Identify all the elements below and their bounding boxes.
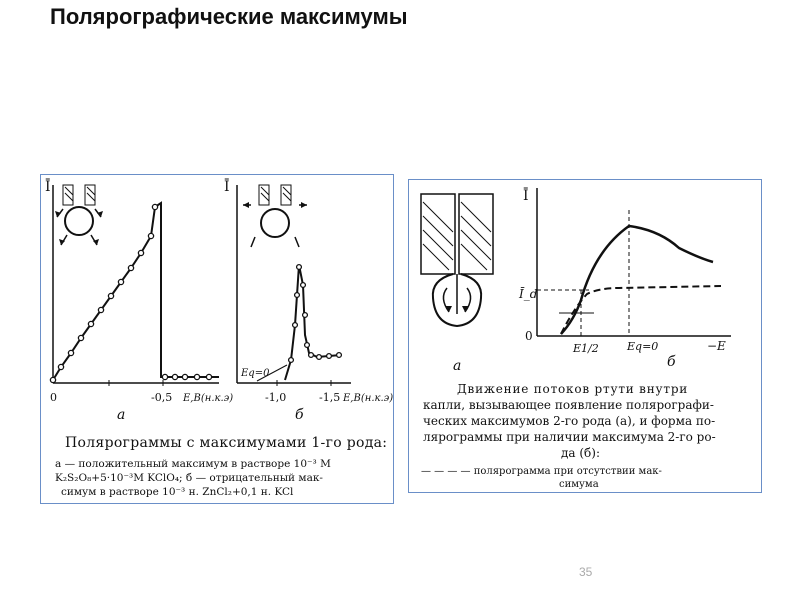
right-caption-line4: лярограммы при наличии максимума 2-го ро- — [423, 430, 716, 444]
left-caption-line1: а — положительный максимум в растворе 10⁻³ М — [55, 458, 331, 470]
right-caption-line5: да (б): — [561, 446, 600, 460]
slide-title: Полярографические максимумы — [50, 4, 408, 29]
plot-a-y-label: Ī — [45, 179, 51, 195]
e-q0-label: Eq=0 — [627, 340, 659, 353]
left-caption-line3: симум в растворе 10⁻³ н. ZnCl₂+0,1 н. KCl — [61, 486, 294, 498]
electrode-a-icon — [55, 185, 103, 245]
curve-without-maximum — [561, 286, 721, 334]
minus-e-label: −E — [707, 339, 726, 353]
e-half-label: E1/2 — [573, 342, 599, 355]
right-caption-line2: капли, вызывающее появление полярографи- — [423, 398, 714, 412]
plot-b-tick-1: -1,5 — [319, 391, 341, 404]
right-caption-line1: Движение потоков ртути внутри — [457, 382, 689, 396]
plot-a-tick-1: -0,5 — [151, 391, 173, 404]
plot-b-annotation: Eq=0 — [241, 368, 270, 379]
electrode-b-icon — [243, 185, 307, 247]
plot-b-letter: б — [295, 407, 304, 423]
mercury-drop-icon — [421, 194, 493, 326]
plot-a-curve — [53, 203, 219, 380]
polarograms-first-kind-plot — [41, 175, 393, 437]
drop-letter: а — [453, 358, 462, 374]
page-number: 35 — [579, 565, 593, 579]
legend-line1: — — — — полярограмма при отсутствии мак- — [421, 466, 662, 477]
plot-a-axis-label: E,В(н.к.э) — [183, 393, 234, 404]
figure-maxima-first-kind — [40, 174, 394, 504]
id-label: Ī_d — [519, 287, 538, 301]
right-caption-line3: ческих максимумов 2-го рода (а), и форма по- — [423, 414, 716, 428]
origin-label: 0 — [525, 329, 533, 343]
right-y-label: Ī — [523, 188, 529, 204]
legend-line2: симума — [559, 479, 599, 490]
plot-b-axis-label: E,В(н.к.э) — [343, 393, 393, 404]
plot-a-tick-0: 0 — [50, 391, 57, 404]
left-caption-title: Полярограммы с максимумами 1-го рода: — [65, 435, 388, 451]
plot-b-y-label: Ī — [224, 179, 230, 195]
plot-a-points — [50, 204, 211, 382]
second-kind-plot — [409, 180, 761, 380]
left-caption-line2: K₂S₂O₈+5·10⁻³М KClO₄; б — отрицательный мак- — [55, 472, 323, 484]
figure-maxima-second-kind — [408, 179, 762, 493]
plot-a-letter: а — [117, 407, 126, 423]
graph-letter: б — [667, 354, 676, 370]
plot-b-tick-0: -1,0 — [265, 391, 287, 404]
curve-with-maximum — [561, 226, 713, 334]
